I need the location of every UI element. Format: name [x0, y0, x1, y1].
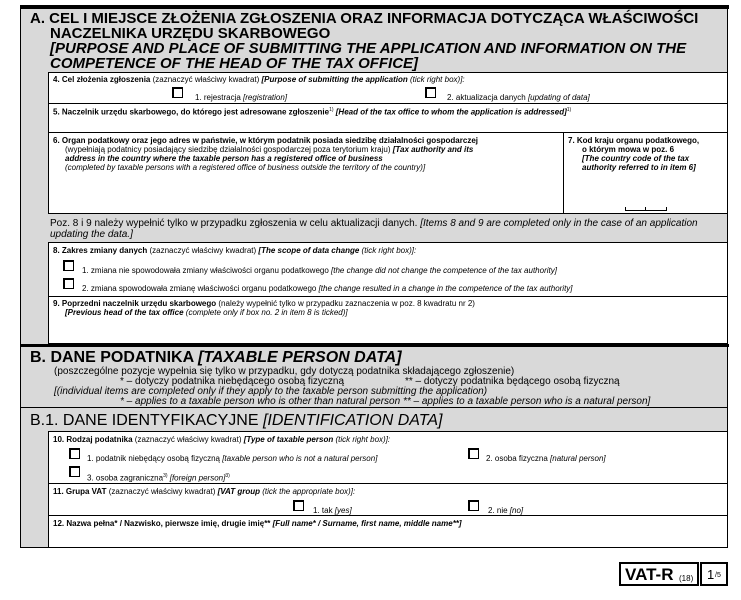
field-4-label: 4. Cel złożenia zgłoszenia (zaznaczyć właściwy kwadrat) [Purpose of submitting the application (tick right box)]: — [53, 75, 465, 84]
field-8-option1-checkbox[interactable] — [63, 260, 74, 271]
field-8-label: 8. Zakres zmiany danych (zaznaczyć właściwy kwadrat) [The scope of data change (tick right box)]: — [53, 246, 417, 255]
items-8-9-note: Poz. 8 i 9 należy wypełnić tylko w przypadku zgłoszenia w celu aktualizacji danych. [Items 8 and 9 are completed only in the case of an application updating the data.] — [50, 218, 698, 240]
field-6-label: 6. Organ podatkowy oraz jego adres w państwie, w którym podatnik posiada siedzibę działalności gospodarczej (wypełniają podatnicy posiadający siedzibę działalności gospodarczej poza terytorium kraju) [Tax authority and its address in the country where the taxable person has a registered office of business (completed by taxable persons with a registered office of business outside the territory of the country)] — [53, 136, 478, 172]
field-5-label: 5. Naczelnik urzędu skarbowego, do którego jest adresowane zgłoszenie$^{1)}$ [Head of the tax office to whom the application is addressed]$^{1)}$ — [53, 107, 572, 117]
page-number: 1 — [707, 567, 715, 582]
section-a-title-en-2: COMPETENCE OF THE HEAD OF THE TAX OFFICE] — [50, 55, 419, 72]
field-4-update-checkbox[interactable] — [425, 87, 436, 98]
field-6-tax-authority[interactable] — [48, 132, 564, 214]
field-4-registration-label: 1. rejestracja [registration] — [195, 93, 288, 102]
field-4-purpose — [48, 72, 728, 104]
section-a-title — [30, 11, 720, 71]
field-8-option2-checkbox[interactable] — [63, 278, 74, 289]
section-b1-title: B.1. DANE IDENTYFIKACYJNE [IDENTIFICATION DATA] — [30, 412, 443, 429]
field-7-code-boxes — [625, 207, 667, 211]
form-code: VAT-R — [625, 565, 674, 584]
field-10-option2-checkbox[interactable] — [468, 448, 479, 459]
field-10-option2-label: 2. osoba fizyczna [natural person] — [486, 454, 606, 463]
field-10-option3-checkbox[interactable] — [69, 466, 80, 477]
field-9-label: 9. Poprzedni naczelnik urzędu skarbowego (należy wypełnić tylko w przypadku zaznaczenia w poz. 8 kwadratu nr 2) [Previous head of the tax office (complete only if box no. 2 in item 8 is ticked)] — [53, 299, 475, 317]
field-9-previous-head[interactable] — [48, 296, 728, 344]
page-total: /5 — [715, 572, 721, 579]
section-b-subtitle: (poszczególne pozycje wypełnia się tylko w przypadku, gdy dotyczą podatnika składającego zgłoszenie) * – dotyczy podatnika niebędącego osobą fizyczną ** – dotyczy podatnika będącego osobą fizyczną [(individual items are completed only if they apply to the taxable person submitting the application) * – applies to a taxable person who is other than natural person ** – applies to a taxable person who is a natural person] — [54, 366, 651, 407]
field-8-option1-label: 1. zmiana nie spowodowała zmiany właściwości organu podatkowego [the change did not change the competence of the tax authority] — [82, 266, 557, 275]
section-a-title-pl-1: A. CEL I MIEJSCE ZŁOŻENIA ZGŁOSZENIA ORAZ INFORMACJA DOTYCZĄCA WŁAŚCIWOŚCI — [30, 10, 699, 27]
field-10-option1-checkbox[interactable] — [69, 448, 80, 459]
field-5-tax-office[interactable] — [48, 103, 728, 133]
field-10-option1-label: 1. podatnik niebędący osobą fizyczną [taxable person who is not a natural person] — [87, 454, 378, 463]
section-b-title: B. DANE PODATNIKA [TAXABLE PERSON DATA] — [30, 349, 402, 366]
field-10-taxable-person-type — [48, 431, 728, 484]
field-8-scope-of-change — [48, 242, 728, 297]
field-8-option2-label: 2. zmiana spowodowała zmianę właściwości organu podatkowego [the change resulted in a change in the competence of the tax authority] — [82, 284, 573, 293]
field-10-option3-label: 3. osoba zagraniczna$^{3)}$ [foreign person]$^{3)}$ — [87, 473, 230, 483]
page-number-box — [700, 562, 728, 586]
field-10-label: 10. Rodzaj podatnika (zaznaczyć właściwy kwadrat) [Type of taxable person (tick right box)]: — [53, 435, 391, 444]
field-12-full-name[interactable] — [48, 515, 728, 548]
field-7-label: 7. Kod kraju organu podatkowego, o którym mowa w poz. 6 [The country code of the tax authority referred to in item 6] — [568, 136, 700, 172]
field-11-no-checkbox[interactable] — [468, 500, 479, 511]
field-11-yes-checkbox[interactable] — [293, 500, 304, 511]
field-4-registration-checkbox[interactable] — [172, 87, 183, 98]
field-11-label: 11. Grupa VAT (zaznaczyć właściwy kwadrat) [VAT group (tick the appropriate box)]: — [53, 487, 356, 496]
form-version: (18) — [679, 574, 694, 583]
field-4-update-label: 2. aktualizacja danych [updating of data] — [447, 93, 590, 102]
field-12-label: 12. Nazwa pełna* / Nazwisko, pierwsze imię, drugie imię** [Full name* / Surname, first name, middle name**] — [53, 519, 462, 528]
field-11-vat-group — [48, 483, 728, 516]
form-code-box — [619, 562, 699, 586]
section-a-title-pl-2: NACZELNIKA URZĘDU SKARBOWEGO — [50, 25, 331, 42]
field-7-country-code[interactable] — [563, 132, 728, 214]
field-11-no-label: 2. nie [no] — [488, 506, 524, 515]
field-11-yes-label: 1. tak [yes] — [313, 506, 352, 515]
section-a-title-en-1: [PURPOSE AND PLACE OF SUBMITTING THE APPLICATION AND INFORMATION ON THE — [50, 40, 687, 57]
